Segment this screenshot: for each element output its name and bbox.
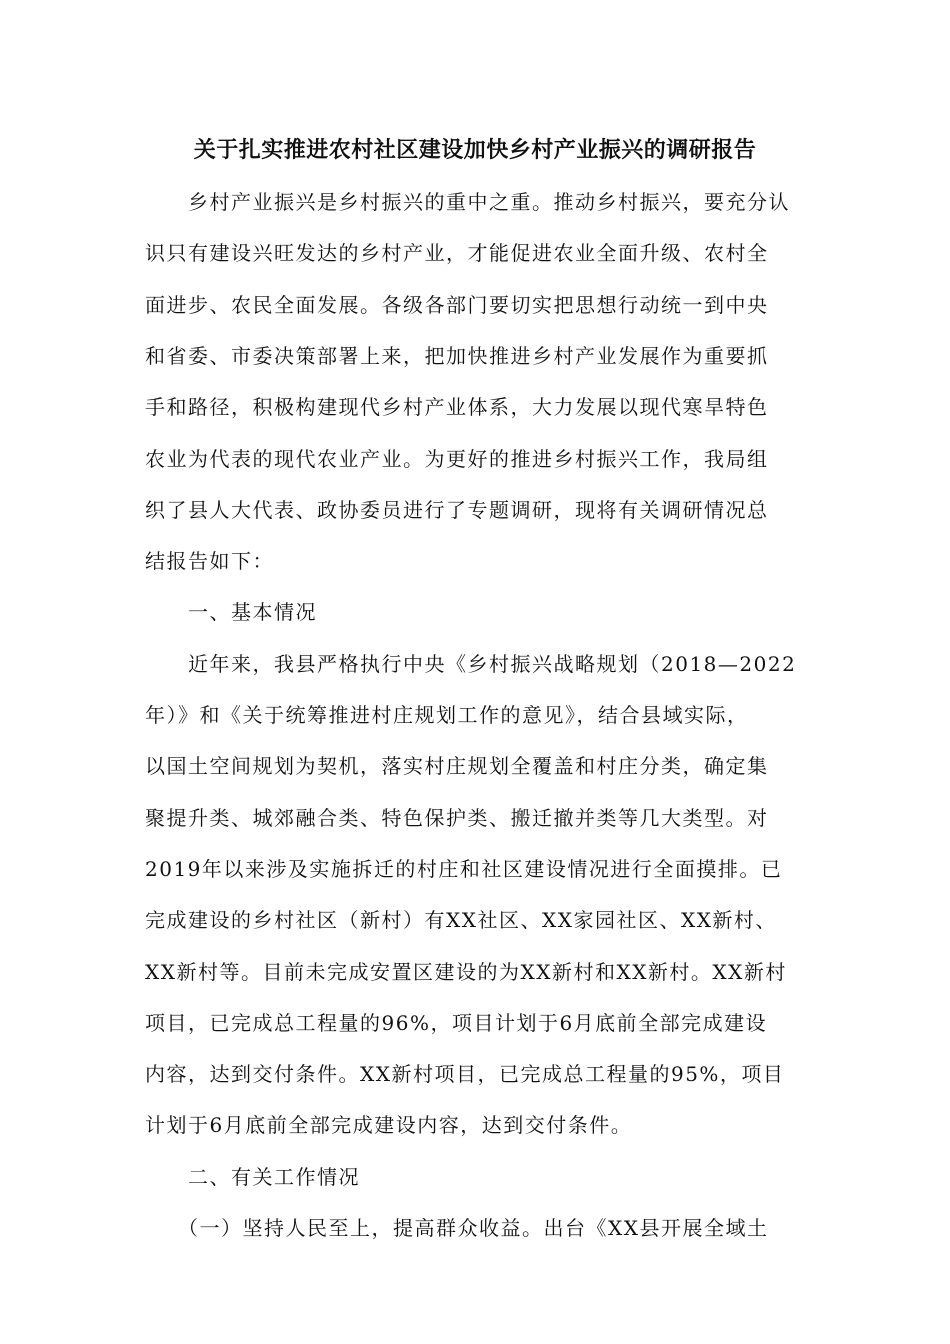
body-line: XX新村等。目前未完成安置区建设的为XX新村和XX新村。XX新村	[145, 960, 787, 984]
body-line: 内容，达到交付条件。XX新村项目，已完成总工程量的95%，项目	[145, 1062, 785, 1086]
body-line: 以国土空间规划为契机，落实村庄规划全覆盖和村庄分类，确定集	[145, 754, 769, 778]
document-title: 关于扎实推进农村社区建设加快乡村产业振兴的调研报告	[193, 137, 757, 163]
body-line: 近年来，我县严格执行中央《乡村振兴战略规划（2018—2022	[145, 652, 797, 676]
body-line: 结报告如下：	[145, 549, 274, 573]
body-line: 计划于6月底前全部完成建设内容，达到交付条件。	[145, 1113, 633, 1137]
body-line: 手和路径，积极构建现代乡村产业体系，大力发展以现代寒旱特色	[145, 395, 769, 419]
body-line: 完成建设的乡村社区（新村）有XX社区、XX家园社区、XX新村、	[145, 908, 777, 932]
body-line: （一）坚持人民至上，提高群众收益。出台《XX县开展全域土	[145, 1216, 769, 1240]
body-line: 织了县人大代表、政协委员进行了专题调研，现将有关调研情况总	[145, 498, 769, 522]
body-line: 年）》和《关于统筹推进村庄规划工作的意见》，结合县域实际，	[145, 703, 749, 727]
body-line: 2019年以来涉及实施拆迁的村庄和社区建设情况进行全面摸排。已	[145, 857, 783, 881]
body-line: 项目，已完成总工程量的96%，项目计划于6月底前全部完成建设	[145, 1011, 768, 1035]
body-line: 二、有关工作情况	[145, 1165, 360, 1189]
body-line: 聚提升类、城郊融合类、特色保护类、搬迁撤并类等几大类型。对	[145, 806, 769, 830]
body-line: 一、基本情况	[145, 600, 317, 624]
body-line: 农业为代表的现代农业产业。为更好的推进乡村振兴工作，我局组	[145, 447, 769, 471]
body-line: 面进步、农民全面发展。各级各部门要切实把思想行动统一到中央	[145, 293, 769, 317]
body-line: 识只有建设兴旺发达的乡村产业，才能促进农业全面升级、农村全	[145, 241, 769, 265]
body-line: 和省委、市委决策部署上来，把加快推进乡村产业发展作为重要抓	[145, 344, 769, 368]
body-line: 乡村产业振兴是乡村振兴的重中之重。推动乡村振兴，要充分认	[145, 190, 790, 214]
